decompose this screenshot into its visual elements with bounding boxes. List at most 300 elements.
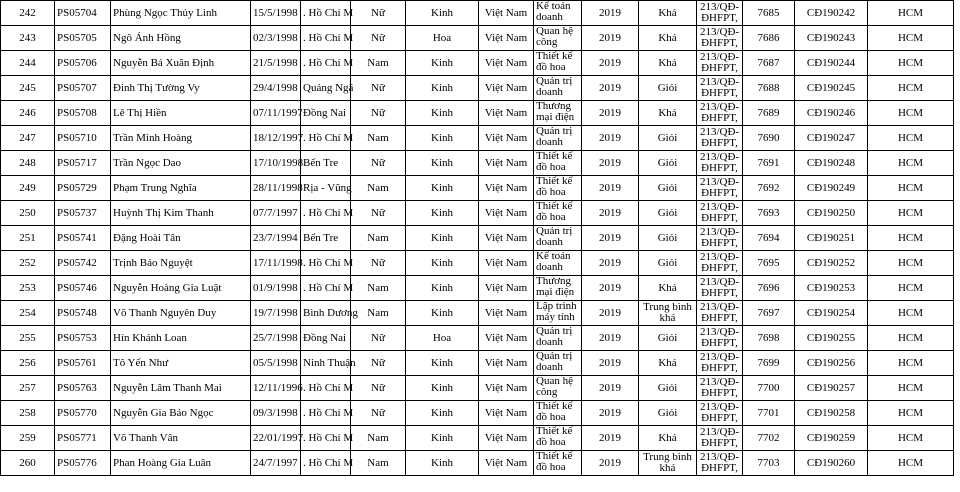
- cell-decision: 213/QĐ- ĐHFPT,: [697, 201, 743, 226]
- cell-birthplace: Đồng Nai: [301, 326, 351, 351]
- cell-ethnicity: Kinh: [406, 101, 479, 126]
- cell-number: 7695: [743, 251, 795, 276]
- cell-major: Quản trị doanh: [534, 351, 582, 376]
- cell-ethnicity: Kinh: [406, 426, 479, 451]
- cell-full-name: Trịnh Bảo Nguyệt: [111, 251, 251, 276]
- cell-year: 2019: [582, 451, 639, 476]
- cell-birthplace: . Hồ Chí M: [301, 126, 351, 151]
- cell-full-name: Ngô Ánh Hồng: [111, 26, 251, 51]
- cell-full-name: Trần Ngọc Dao: [111, 151, 251, 176]
- cell-year: 2019: [582, 151, 639, 176]
- cell-year: 2019: [582, 76, 639, 101]
- cell-nationality: Việt Nam: [479, 26, 534, 51]
- cell-number: 7692: [743, 176, 795, 201]
- cell-gender: Nữ: [351, 76, 406, 101]
- table-row: [1, 1, 954, 26]
- cell-full-name: Phan Hoàng Gia Luân: [111, 451, 251, 476]
- cell-full-name: Phùng Ngọc Thủy Linh: [111, 1, 251, 26]
- cell-birth-date: 01/9/1998: [251, 276, 301, 301]
- cell-classification: Khá: [639, 101, 697, 126]
- cell-full-name: Trần Minh Hoàng: [111, 126, 251, 151]
- cell-gender: Nữ: [351, 351, 406, 376]
- cell-nationality: Việt Nam: [479, 276, 534, 301]
- cell-birthplace: . Hồ Chí M: [301, 276, 351, 301]
- cell-diploma-code: CĐ190250: [795, 201, 868, 226]
- cell-birth-date: 17/11/1998: [251, 251, 301, 276]
- cell-student-id: PS05708: [55, 101, 111, 126]
- cell-student-id: PS05763: [55, 376, 111, 401]
- cell-classification: Giỏi: [639, 401, 697, 426]
- cell-nationality: Việt Nam: [479, 201, 534, 226]
- cell-gender: Nam: [351, 426, 406, 451]
- cell-campus: HCM: [868, 26, 954, 51]
- cell-number: 7696: [743, 276, 795, 301]
- cell-stt: 259: [1, 426, 55, 451]
- cell-student-id: PS05705: [55, 26, 111, 51]
- cell-year: 2019: [582, 126, 639, 151]
- cell-major: Thiết kế đồ hoa: [534, 176, 582, 201]
- cell-diploma-code: CĐ190243: [795, 26, 868, 51]
- cell-student-id: PS05761: [55, 351, 111, 376]
- cell-student-id: PS05748: [55, 301, 111, 326]
- cell-student-id: PS05771: [55, 426, 111, 451]
- cell-major: Thiết kế đồ hoa: [534, 201, 582, 226]
- cell-diploma-code: CĐ190257: [795, 376, 868, 401]
- cell-student-id: PS05729: [55, 176, 111, 201]
- table-row: [1, 226, 954, 251]
- cell-birthplace: . Hồ Chí M: [301, 251, 351, 276]
- cell-major: Thương mại điện: [534, 101, 582, 126]
- cell-gender: Nữ: [351, 326, 406, 351]
- cell-year: 2019: [582, 176, 639, 201]
- cell-gender: Nam: [351, 226, 406, 251]
- cell-decision: 213/QĐ- ĐHFPT,: [697, 401, 743, 426]
- cell-diploma-code: CĐ190252: [795, 251, 868, 276]
- cell-campus: HCM: [868, 451, 954, 476]
- cell-year: 2019: [582, 251, 639, 276]
- cell-decision: 213/QĐ- ĐHFPT,: [697, 76, 743, 101]
- cell-gender: Nam: [351, 451, 406, 476]
- cell-birth-date: 28/11/1998: [251, 176, 301, 201]
- cell-year: 2019: [582, 51, 639, 76]
- table-row: [1, 301, 954, 326]
- cell-diploma-code: CĐ190255: [795, 326, 868, 351]
- cell-birthplace: Đồng Nai: [301, 101, 351, 126]
- cell-stt: 256: [1, 351, 55, 376]
- cell-diploma-code: CĐ190244: [795, 51, 868, 76]
- cell-classification: Giỏi: [639, 376, 697, 401]
- cell-classification: Khá: [639, 351, 697, 376]
- cell-gender: Nam: [351, 126, 406, 151]
- cell-decision: 213/QĐ- ĐHFPT,: [697, 1, 743, 26]
- cell-gender: Nữ: [351, 251, 406, 276]
- cell-nationality: Việt Nam: [479, 151, 534, 176]
- cell-major: Thiết kế đồ hoa: [534, 401, 582, 426]
- cell-campus: HCM: [868, 276, 954, 301]
- cell-nationality: Việt Nam: [479, 226, 534, 251]
- cell-major: Thương mại điện: [534, 276, 582, 301]
- cell-birthplace: Rịa - Vũng: [301, 176, 351, 201]
- cell-birthplace: Bình Dương: [301, 301, 351, 326]
- cell-stt: 244: [1, 51, 55, 76]
- cell-number: 7687: [743, 51, 795, 76]
- table-row: [1, 351, 954, 376]
- cell-student-id: PS05770: [55, 401, 111, 426]
- cell-classification: Giỏi: [639, 326, 697, 351]
- cell-decision: 213/QĐ- ĐHFPT,: [697, 276, 743, 301]
- cell-gender: Nam: [351, 51, 406, 76]
- table-row: [1, 51, 954, 76]
- cell-ethnicity: Hoa: [406, 326, 479, 351]
- cell-stt: 243: [1, 26, 55, 51]
- table-row: [1, 76, 954, 101]
- cell-student-id: PS05707: [55, 76, 111, 101]
- cell-birth-date: 07/7/1997: [251, 201, 301, 226]
- cell-year: 2019: [582, 401, 639, 426]
- cell-ethnicity: Kinh: [406, 226, 479, 251]
- cell-number: 7690: [743, 126, 795, 151]
- cell-campus: HCM: [868, 376, 954, 401]
- cell-full-name: Võ Thanh Nguyên Duy: [111, 301, 251, 326]
- cell-full-name: Huỳnh Thị Kim Thanh: [111, 201, 251, 226]
- cell-birth-date: 18/12/1997: [251, 126, 301, 151]
- cell-number: 7698: [743, 326, 795, 351]
- cell-gender: Nữ: [351, 376, 406, 401]
- cell-diploma-code: CĐ190246: [795, 101, 868, 126]
- cell-campus: HCM: [868, 51, 954, 76]
- cell-ethnicity: Kinh: [406, 376, 479, 401]
- cell-stt: 248: [1, 151, 55, 176]
- cell-birth-date: 24/7/1997: [251, 451, 301, 476]
- cell-decision: 213/QĐ- ĐHFPT,: [697, 101, 743, 126]
- cell-birth-date: 17/10/1998: [251, 151, 301, 176]
- cell-birthplace: . Hồ Chí M: [301, 401, 351, 426]
- cell-stt: 250: [1, 201, 55, 226]
- cell-nationality: Việt Nam: [479, 351, 534, 376]
- cell-birthplace: . Hồ Chí M: [301, 426, 351, 451]
- cell-major: Kế toán doanh: [534, 251, 582, 276]
- table-row: [1, 426, 954, 451]
- table-row: [1, 126, 954, 151]
- cell-diploma-code: CĐ190251: [795, 226, 868, 251]
- cell-stt: 245: [1, 76, 55, 101]
- cell-birth-date: 23/7/1994: [251, 226, 301, 251]
- cell-gender: Nữ: [351, 201, 406, 226]
- cell-student-id: PS05776: [55, 451, 111, 476]
- cell-stt: 258: [1, 401, 55, 426]
- cell-campus: HCM: [868, 301, 954, 326]
- cell-birthplace: Quảng Ngã: [301, 76, 351, 101]
- cell-diploma-code: CĐ190248: [795, 151, 868, 176]
- cell-nationality: Việt Nam: [479, 401, 534, 426]
- cell-nationality: Việt Nam: [479, 176, 534, 201]
- cell-number: 7702: [743, 426, 795, 451]
- cell-classification: Khá: [639, 51, 697, 76]
- cell-ethnicity: Kinh: [406, 201, 479, 226]
- cell-full-name: Nguyễn Bá Xuân Định: [111, 51, 251, 76]
- cell-decision: 213/QĐ- ĐHFPT,: [697, 251, 743, 276]
- cell-stt: 247: [1, 126, 55, 151]
- cell-birthplace: Bến Tre: [301, 151, 351, 176]
- cell-major: Thiết kế đồ hoa: [534, 151, 582, 176]
- cell-decision: 213/QĐ- ĐHFPT,: [697, 126, 743, 151]
- cell-stt: 246: [1, 101, 55, 126]
- cell-birthplace: Bến Tre: [301, 226, 351, 251]
- table-row: [1, 151, 954, 176]
- cell-decision: 213/QĐ- ĐHFPT,: [697, 376, 743, 401]
- cell-ethnicity: Kinh: [406, 276, 479, 301]
- table-row: [1, 376, 954, 401]
- cell-decision: 213/QĐ- ĐHFPT,: [697, 151, 743, 176]
- cell-full-name: Phạm Trung Nghĩa: [111, 176, 251, 201]
- cell-classification: Giỏi: [639, 126, 697, 151]
- cell-student-id: PS05741: [55, 226, 111, 251]
- cell-major: Quan hệ công: [534, 376, 582, 401]
- cell-student-id: PS05737: [55, 201, 111, 226]
- table-row: [1, 26, 954, 51]
- cell-stt: 242: [1, 1, 55, 26]
- cell-nationality: Việt Nam: [479, 51, 534, 76]
- cell-birthplace: . Hồ Chí M: [301, 26, 351, 51]
- cell-nationality: Việt Nam: [479, 326, 534, 351]
- cell-number: 7701: [743, 401, 795, 426]
- cell-diploma-code: CĐ190245: [795, 76, 868, 101]
- cell-campus: HCM: [868, 426, 954, 451]
- cell-ethnicity: Kinh: [406, 451, 479, 476]
- cell-student-id: PS05753: [55, 326, 111, 351]
- cell-classification: Khá: [639, 276, 697, 301]
- cell-stt: 254: [1, 301, 55, 326]
- cell-birth-date: 12/11/1996: [251, 376, 301, 401]
- cell-birth-date: 02/3/1998: [251, 26, 301, 51]
- cell-decision: 213/QĐ- ĐHFPT,: [697, 301, 743, 326]
- cell-campus: HCM: [868, 351, 954, 376]
- cell-ethnicity: Kinh: [406, 176, 479, 201]
- cell-birthplace: . Hồ Chí M: [301, 451, 351, 476]
- cell-decision: 213/QĐ- ĐHFPT,: [697, 426, 743, 451]
- cell-number: 7688: [743, 76, 795, 101]
- cell-full-name: Võ Thanh Vân: [111, 426, 251, 451]
- table-row: [1, 251, 954, 276]
- cell-ethnicity: Kinh: [406, 301, 479, 326]
- cell-major: Thiết kế đồ hoa: [534, 451, 582, 476]
- cell-student-id: PS05717: [55, 151, 111, 176]
- cell-decision: 213/QĐ- ĐHFPT,: [697, 51, 743, 76]
- cell-birth-date: 29/4/1998: [251, 76, 301, 101]
- cell-ethnicity: Kinh: [406, 401, 479, 426]
- cell-number: 7686: [743, 26, 795, 51]
- cell-birthplace: . Hồ Chí M: [301, 201, 351, 226]
- cell-classification: Khá: [639, 426, 697, 451]
- cell-diploma-code: CĐ190254: [795, 301, 868, 326]
- cell-stt: 260: [1, 451, 55, 476]
- cell-campus: HCM: [868, 101, 954, 126]
- cell-number: 7693: [743, 201, 795, 226]
- cell-ethnicity: Kinh: [406, 1, 479, 26]
- cell-full-name: Tô Yến Như: [111, 351, 251, 376]
- cell-year: 2019: [582, 276, 639, 301]
- table-row: [1, 101, 954, 126]
- cell-decision: 213/QĐ- ĐHFPT,: [697, 26, 743, 51]
- cell-classification: Khá: [639, 1, 697, 26]
- cell-full-name: Lê Thị Hiền: [111, 101, 251, 126]
- cell-diploma-code: CĐ190242: [795, 1, 868, 26]
- cell-nationality: Việt Nam: [479, 451, 534, 476]
- cell-classification: Trung bình khá: [639, 301, 697, 326]
- cell-year: 2019: [582, 426, 639, 451]
- cell-gender: Nữ: [351, 101, 406, 126]
- table-row: [1, 451, 954, 476]
- cell-diploma-code: CĐ190258: [795, 401, 868, 426]
- table-row: [1, 176, 954, 201]
- cell-diploma-code: CĐ190247: [795, 126, 868, 151]
- cell-diploma-code: CĐ190259: [795, 426, 868, 451]
- cell-diploma-code: CĐ190253: [795, 276, 868, 301]
- cell-birthplace: . Hồ Chí M: [301, 376, 351, 401]
- cell-student-id: PS05742: [55, 251, 111, 276]
- cell-decision: 213/QĐ- ĐHFPT,: [697, 226, 743, 251]
- cell-birthplace: . Hồ Chí M: [301, 51, 351, 76]
- cell-stt: 253: [1, 276, 55, 301]
- cell-birth-date: 21/5/1998: [251, 51, 301, 76]
- cell-nationality: Việt Nam: [479, 376, 534, 401]
- cell-gender: Nữ: [351, 401, 406, 426]
- cell-number: 7689: [743, 101, 795, 126]
- cell-full-name: Đặng Hoài Tân: [111, 226, 251, 251]
- cell-classification: Giỏi: [639, 176, 697, 201]
- cell-diploma-code: CĐ190249: [795, 176, 868, 201]
- cell-campus: HCM: [868, 201, 954, 226]
- table-row: [1, 201, 954, 226]
- cell-stt: 251: [1, 226, 55, 251]
- cell-student-id: PS05710: [55, 126, 111, 151]
- cell-year: 2019: [582, 376, 639, 401]
- cell-year: 2019: [582, 351, 639, 376]
- cell-year: 2019: [582, 326, 639, 351]
- cell-major: Thiết kế đồ hoa: [534, 426, 582, 451]
- table-row: [1, 401, 954, 426]
- cell-major: Quản trị doanh: [534, 126, 582, 151]
- cell-number: 7691: [743, 151, 795, 176]
- cell-year: 2019: [582, 301, 639, 326]
- cell-year: 2019: [582, 226, 639, 251]
- cell-major: Quản trị doanh: [534, 226, 582, 251]
- cell-classification: Giỏi: [639, 76, 697, 101]
- cell-number: 7700: [743, 376, 795, 401]
- cell-birth-date: 05/5/1998: [251, 351, 301, 376]
- cell-major: Quản trị doanh: [534, 326, 582, 351]
- cell-gender: Nữ: [351, 1, 406, 26]
- table-body: [1, 1, 954, 476]
- cell-diploma-code: CĐ190256: [795, 351, 868, 376]
- cell-ethnicity: Kinh: [406, 51, 479, 76]
- cell-year: 2019: [582, 201, 639, 226]
- cell-major: Quản trị doanh: [534, 76, 582, 101]
- cell-campus: HCM: [868, 126, 954, 151]
- cell-student-id: PS05706: [55, 51, 111, 76]
- cell-full-name: Nguyễn Hoàng Gia Luật: [111, 276, 251, 301]
- cell-classification: Giỏi: [639, 151, 697, 176]
- cell-decision: 213/QĐ- ĐHFPT,: [697, 326, 743, 351]
- table-row: [1, 276, 954, 301]
- cell-gender: Nữ: [351, 26, 406, 51]
- cell-birth-date: 22/01/1997: [251, 426, 301, 451]
- cell-campus: HCM: [868, 251, 954, 276]
- cell-nationality: Việt Nam: [479, 126, 534, 151]
- cell-birth-date: 09/3/1998: [251, 401, 301, 426]
- cell-gender: Nam: [351, 176, 406, 201]
- cell-birth-date: 19/7/1998: [251, 301, 301, 326]
- cell-classification: Giỏi: [639, 251, 697, 276]
- cell-campus: HCM: [868, 401, 954, 426]
- cell-ethnicity: Hoa: [406, 26, 479, 51]
- cell-campus: HCM: [868, 176, 954, 201]
- cell-student-id: PS05746: [55, 276, 111, 301]
- table-row: [1, 326, 954, 351]
- cell-campus: HCM: [868, 326, 954, 351]
- cell-nationality: Việt Nam: [479, 301, 534, 326]
- cell-full-name: Đinh Thị Tường Vy: [111, 76, 251, 101]
- cell-ethnicity: Kinh: [406, 126, 479, 151]
- cell-number: 7699: [743, 351, 795, 376]
- cell-ethnicity: Kinh: [406, 76, 479, 101]
- cell-classification: Giỏi: [639, 226, 697, 251]
- cell-gender: Nữ: [351, 151, 406, 176]
- cell-decision: 213/QĐ- ĐHFPT,: [697, 451, 743, 476]
- cell-birthplace: Ninh Thuận: [301, 351, 351, 376]
- cell-major: Thiết kế đồ hoa: [534, 51, 582, 76]
- cell-number: 7694: [743, 226, 795, 251]
- cell-gender: Nam: [351, 301, 406, 326]
- cell-nationality: Việt Nam: [479, 1, 534, 26]
- cell-nationality: Việt Nam: [479, 101, 534, 126]
- cell-stt: 257: [1, 376, 55, 401]
- cell-stt: 252: [1, 251, 55, 276]
- cell-birth-date: 07/11/1997: [251, 101, 301, 126]
- cell-ethnicity: Kinh: [406, 251, 479, 276]
- cell-full-name: Nguyễn Lâm Thanh Mai: [111, 376, 251, 401]
- cell-year: 2019: [582, 26, 639, 51]
- cell-student-id: PS05704: [55, 1, 111, 26]
- cell-classification: Khá: [639, 26, 697, 51]
- cell-year: 2019: [582, 1, 639, 26]
- cell-full-name: Hín Khánh Loan: [111, 326, 251, 351]
- cell-stt: 249: [1, 176, 55, 201]
- cell-ethnicity: Kinh: [406, 351, 479, 376]
- cell-full-name: Nguyễn Gia Bảo Ngọc: [111, 401, 251, 426]
- cell-major: Quan hệ công: [534, 26, 582, 51]
- cell-birth-date: 15/5/1998: [251, 1, 301, 26]
- cell-birth-date: 25/7/1998: [251, 326, 301, 351]
- cell-major: Kế toán doanh: [534, 1, 582, 26]
- cell-gender: Nam: [351, 276, 406, 301]
- cell-diploma-code: CĐ190260: [795, 451, 868, 476]
- cell-nationality: Việt Nam: [479, 251, 534, 276]
- cell-campus: HCM: [868, 226, 954, 251]
- cell-campus: HCM: [868, 1, 954, 26]
- cell-classification: Trung bình khá: [639, 451, 697, 476]
- cell-number: 7685: [743, 1, 795, 26]
- cell-decision: 213/QĐ- ĐHFPT,: [697, 176, 743, 201]
- cell-birthplace: . Hồ Chí M: [301, 1, 351, 26]
- cell-campus: HCM: [868, 151, 954, 176]
- cell-nationality: Việt Nam: [479, 76, 534, 101]
- cell-number: 7697: [743, 301, 795, 326]
- cell-campus: HCM: [868, 76, 954, 101]
- cell-stt: 255: [1, 326, 55, 351]
- cell-ethnicity: Kinh: [406, 151, 479, 176]
- cell-classification: Giỏi: [639, 201, 697, 226]
